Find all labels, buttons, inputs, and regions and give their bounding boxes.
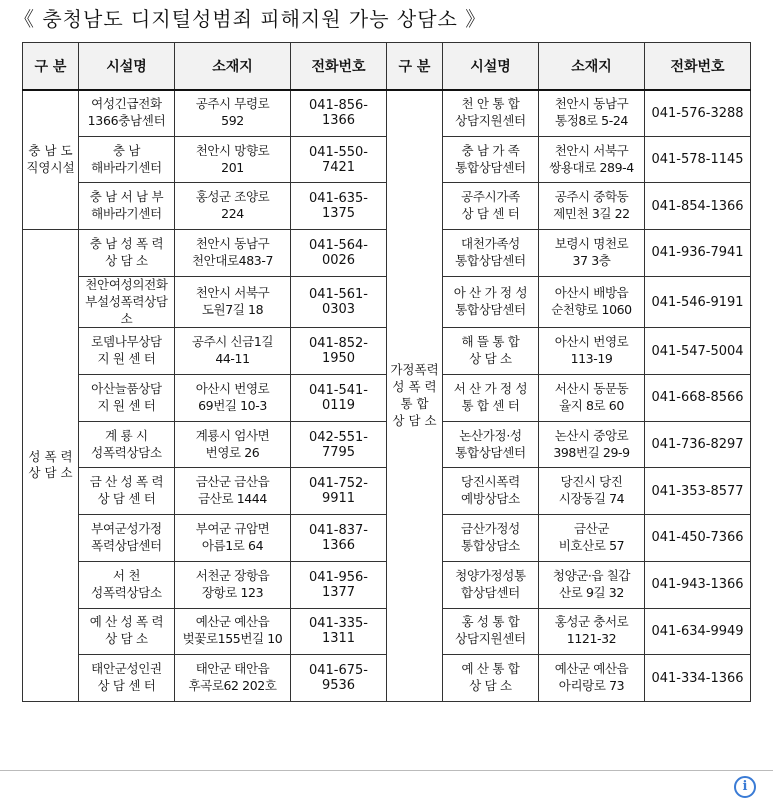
- phone-cell: 041-854-1366: [645, 183, 751, 230]
- counseling-centers-table: [22, 42, 751, 702]
- facility-name-cell: 논산가정·성 통합상담센터: [443, 421, 539, 468]
- address-cell: 예산군 예산읍 벚꽃로155번길 10: [175, 608, 291, 655]
- address-cell: 공주시 무령로 592: [175, 90, 291, 137]
- phone-cell: 041-576-3288: [645, 90, 751, 137]
- phone-cell: 041-675-9536: [291, 655, 387, 702]
- header-name-left: 시설명: [79, 43, 175, 90]
- phone-cell: 041-541-0119: [291, 375, 387, 422]
- page-title: 《 충청남도 디지털성범죄 피해지원 가능 상담소 》: [14, 7, 487, 31]
- facility-name-cell: 홍 성 통 합 상담지원센터: [443, 608, 539, 655]
- facility-name-cell: 계 룡 시 성폭력상담소: [79, 421, 175, 468]
- phone-cell: 041-956-1377: [291, 561, 387, 608]
- phone-cell: 041-450-7366: [645, 515, 751, 562]
- facility-name-cell: 태안군성인권 상 담 센 터: [79, 655, 175, 702]
- facility-name-cell: 당진시폭력 예방상담소: [443, 468, 539, 515]
- facility-name-cell: 충 남 가 족 통합상담센터: [443, 136, 539, 183]
- phone-cell: 041-837-1366: [291, 515, 387, 562]
- address-cell: 공주시 중학동 제민천 3길 22: [539, 183, 645, 230]
- header-address-left: 소재지: [175, 43, 291, 90]
- address-cell: 계룡시 엄사면 번영로 26: [175, 421, 291, 468]
- header-phone-right: 전화번호: [645, 43, 751, 90]
- facility-name-cell: 천안여성의전화 부설성폭력상담 소: [79, 276, 175, 328]
- phone-cell: 041-335-1311: [291, 608, 387, 655]
- address-cell: 부여군 규암면 아름1로 64: [175, 515, 291, 562]
- category-cell-left: 충 남 도 직영시설: [23, 90, 79, 230]
- address-cell: 아산시 배방읍 순천향로 1060: [539, 276, 645, 328]
- address-cell: 천안시 동남구 천안대로483-7: [175, 230, 291, 277]
- address-cell: 서천군 장항읍 장항로 123: [175, 561, 291, 608]
- phone-cell: 041-634-9949: [645, 608, 751, 655]
- facility-name-cell: 서 산 가 정 성 통 합 센 터: [443, 375, 539, 422]
- address-cell: 천안시 동남구 통정8로 5-24: [539, 90, 645, 137]
- phone-cell: 041-546-9191: [645, 276, 751, 328]
- phone-cell: 041-550-7421: [291, 136, 387, 183]
- category-cell-right: 가정폭력 성 폭 력 통 합 상 담 소: [387, 90, 443, 702]
- address-cell: 천안시 서북구 쌍용대로 289-4: [539, 136, 645, 183]
- facility-name-cell: 여성긴급전화 1366충남센터: [79, 90, 175, 137]
- footer-divider: [0, 770, 773, 771]
- phone-cell: 041-353-8577: [645, 468, 751, 515]
- facility-name-cell: 청양가정성통 합상담센터: [443, 561, 539, 608]
- phone-cell: 041-943-1366: [645, 561, 751, 608]
- phone-cell: 041-852-1950: [291, 328, 387, 375]
- header-category-right: 구 분: [387, 43, 443, 90]
- phone-cell: 042-551-7795: [291, 421, 387, 468]
- address-cell: 홍성군 충서로 1121-32: [539, 608, 645, 655]
- facility-name-cell: 예 산 통 합 상 담 소: [443, 655, 539, 702]
- facility-name-cell: 공주시가족 상 담 센 터: [443, 183, 539, 230]
- facility-name-cell: 부여군성가정 폭력상담센터: [79, 515, 175, 562]
- facility-name-cell: 천 안 통 합 상담지원센터: [443, 90, 539, 137]
- phone-cell: 041-668-8566: [645, 375, 751, 422]
- address-cell: 당진시 당진 시장동길 74: [539, 468, 645, 515]
- address-cell: 천안시 망향로 201: [175, 136, 291, 183]
- address-cell: 금산군 금산읍 금산로 1444: [175, 468, 291, 515]
- address-cell: 홍성군 조양로 224: [175, 183, 291, 230]
- address-cell: 보령시 명천로 37 3층: [539, 230, 645, 277]
- facility-name-cell: 로뎀나무상담 지 원 센 터: [79, 328, 175, 375]
- facility-name-cell: 충 남 서 남 부 해바라기센터: [79, 183, 175, 230]
- phone-cell: 041-856-1366: [291, 90, 387, 137]
- address-cell: 아산시 번영로 113-19: [539, 328, 645, 375]
- address-cell: 공주시 신금1길 44-11: [175, 328, 291, 375]
- category-cell-left: 성 폭 력 상 담 소: [23, 230, 79, 702]
- header-phone-left: 전화번호: [291, 43, 387, 90]
- address-cell: 아산시 번영로 69번길 10-3: [175, 375, 291, 422]
- facility-name-cell: 해 뜰 통 합 상 담 소: [443, 328, 539, 375]
- phone-cell: 041-936-7941: [645, 230, 751, 277]
- phone-cell: 041-561-0303: [291, 276, 387, 328]
- facility-name-cell: 예 산 성 폭 력 상 담 소: [79, 608, 175, 655]
- address-cell: 금산군 비호산로 57: [539, 515, 645, 562]
- facility-name-cell: 금 산 성 폭 력 상 담 센 터: [79, 468, 175, 515]
- address-cell: 천안시 서북구 도원7길 18: [175, 276, 291, 328]
- table-row: [23, 90, 751, 137]
- address-cell: 서산시 동문동 율지 8로 60: [539, 375, 645, 422]
- phone-cell: 041-736-8297: [645, 421, 751, 468]
- phone-cell: 041-578-1145: [645, 136, 751, 183]
- address-cell: 논산시 중앙로 398번길 29-9: [539, 421, 645, 468]
- facility-name-cell: 아산늘품상담 지 원 센 터: [79, 375, 175, 422]
- facility-name-cell: 충 남 성 폭 력 상 담 소: [79, 230, 175, 277]
- facility-name-cell: 아 산 가 정 성 통합상담센터: [443, 276, 539, 328]
- phone-cell: 041-635-1375: [291, 183, 387, 230]
- facility-name-cell: 충 남 해바라기센터: [79, 136, 175, 183]
- address-cell: 청양군·읍 칠갑 산로 9길 32: [539, 561, 645, 608]
- phone-cell: 041-334-1366: [645, 655, 751, 702]
- address-cell: 태안군 태안읍 후곡로62 202호: [175, 655, 291, 702]
- header-category-left: 구 분: [23, 43, 79, 90]
- header-row: [23, 43, 751, 90]
- facility-name-cell: 서 천 성폭력상담소: [79, 561, 175, 608]
- phone-cell: 041-564-0026: [291, 230, 387, 277]
- address-cell: 예산군 예산읍 아리랑로 73: [539, 655, 645, 702]
- phone-cell: 041-547-5004: [645, 328, 751, 375]
- header-name-right: 시설명: [443, 43, 539, 90]
- header-address-right: 소재지: [539, 43, 645, 90]
- phone-cell: 041-752-9911: [291, 468, 387, 515]
- facility-name-cell: 금산가정성 통합상담소: [443, 515, 539, 562]
- facility-name-cell: 대천가족성 통합상담센터: [443, 230, 539, 277]
- info-circle-icon[interactable]: i: [734, 776, 756, 798]
